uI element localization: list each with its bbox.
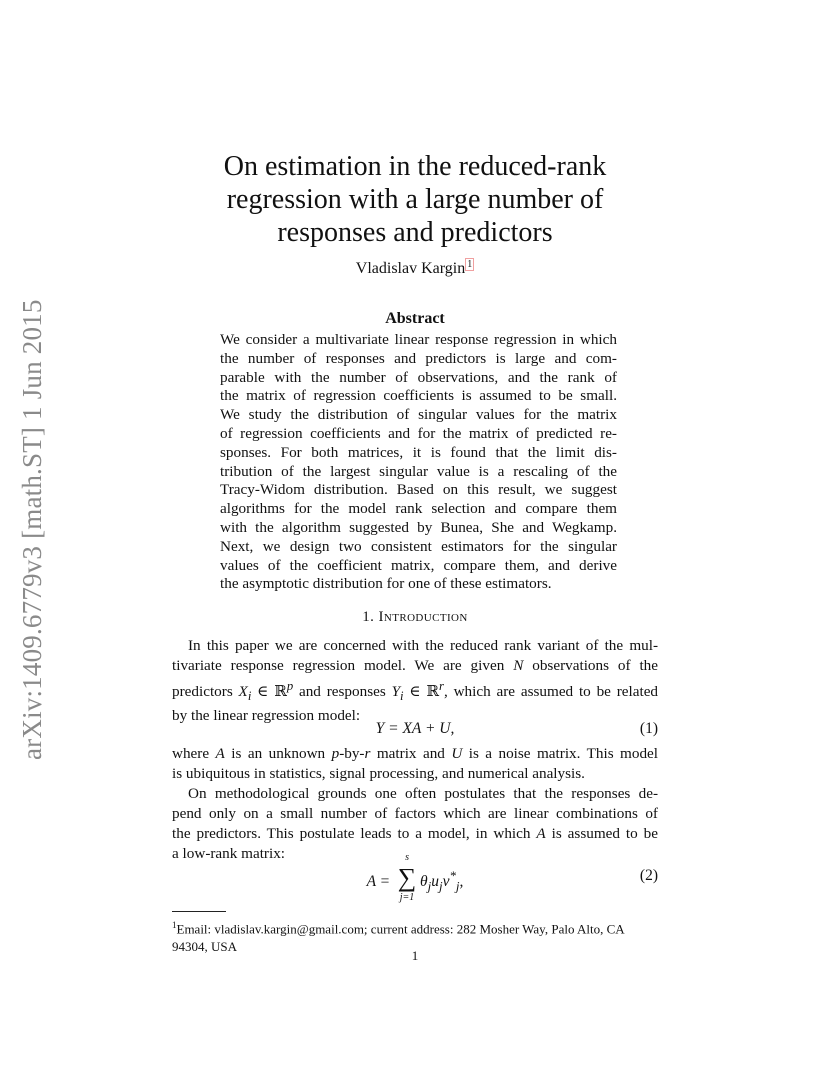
abstract-line: of regression coefficients and for the matrix of predicted re- [220,424,617,442]
equation-number: (1) [639,720,658,737]
text-line: On methodological grounds one often postulates that the responses de- [188,785,658,802]
equation-expression: A = s ∑ j=1 $\theta_ju_jv^*_j$, [366,852,464,904]
section-number: 1. [362,609,375,625]
title-line: On estimation in the reduced-rank [223,151,607,182]
text-line: tivariate response regression model. We are given N observations of the [172,657,658,674]
section-heading [172,607,658,627]
abstract-line: sponses. For both matrices, it is found that the limit dis- [220,443,617,461]
abstract-line: the number of responses and predictors is large and com- [220,349,617,367]
footnote-mark: 1 [172,920,177,930]
text-line: a low-rank matrix: [172,845,286,862]
author-name: Vladislav Kargin [355,260,466,277]
abstract-line: algorithms for the model rank selection and compare them [220,500,617,518]
abstract-line: the matrix of regression coefficients is assumed to be small. [220,387,617,405]
abstract-line: We study the distribution of singular values for the matrix [220,406,617,424]
paragraph-model [172,744,658,784]
paper-title [172,150,658,249]
text-line: pend only on a small number of factors which are linear combinations of [172,805,658,822]
page-number: 1 [411,948,419,963]
footnote-rule [172,911,226,912]
abstract-line: Next, we design two consistent estimators for the singular [220,537,617,555]
abstract-body [220,331,617,594]
math-var: N [513,657,524,674]
text-line: In this paper we are concerned with the reduced rank variant of the mul- [188,637,658,654]
abstract-line: values of the coefficient matrix, compare them, and derive [220,556,617,574]
text-line: is ubiquitous in statistics, signal processing, and numerical analysis. [172,765,585,782]
footnote-line: $^1$Email: vladislav.kargin@gmail.com; current address: 282 Mosher Way, Palo Alto, CA [172,920,625,937]
footnote-line: 94304, USA [172,939,238,955]
title-line: regression with a large number of [226,184,604,215]
abstract-heading: Abstract [385,310,445,327]
abstract-line: We consider a multivariate linear response regression in which [220,331,617,348]
author-line [172,258,658,280]
text-line: the predictors. This postulate leads to a model, in which A is assumed to be [172,825,658,842]
summation-sign: s ∑ j=1 [397,852,417,904]
section-title: Introduction [378,609,468,625]
equation-number: (2) [639,867,658,884]
title-line: responses and predictors [277,217,553,248]
text-line: predictors $X_i$ ∈ ℝ$^p$ and responses $Y_i$ ∈ ℝ$^r$, which are assumed to be related [172,679,659,704]
abstract-line: tribution of the largest singular value is a rescaling of the [220,462,617,480]
paragraph-intro [172,636,658,726]
text-line: where A is an unknown p-by-r matrix and U is a noise matrix. This model [172,745,659,762]
abstract-line: parable with the number of observations, and the rank of [220,368,617,386]
equation-1 [172,719,658,739]
equation-expression: Y = XA + U, [375,720,455,737]
footnote-link[interactable]: 1 [467,258,473,270]
text-line: by the linear regression model: [172,707,361,725]
abstract-line: Tracy-Widom distribution. Based on this result, we suggest [220,481,617,499]
abstract-line: the asymptotic distribution for one of these estimators. [220,575,552,593]
arxiv-identifier: arXiv:1409.6779v3 [math.ST] 1 Jun 2015 [17,299,47,760]
abstract-line: with the algorithm suggested by Bunea, She and Wegkamp. [220,518,617,536]
